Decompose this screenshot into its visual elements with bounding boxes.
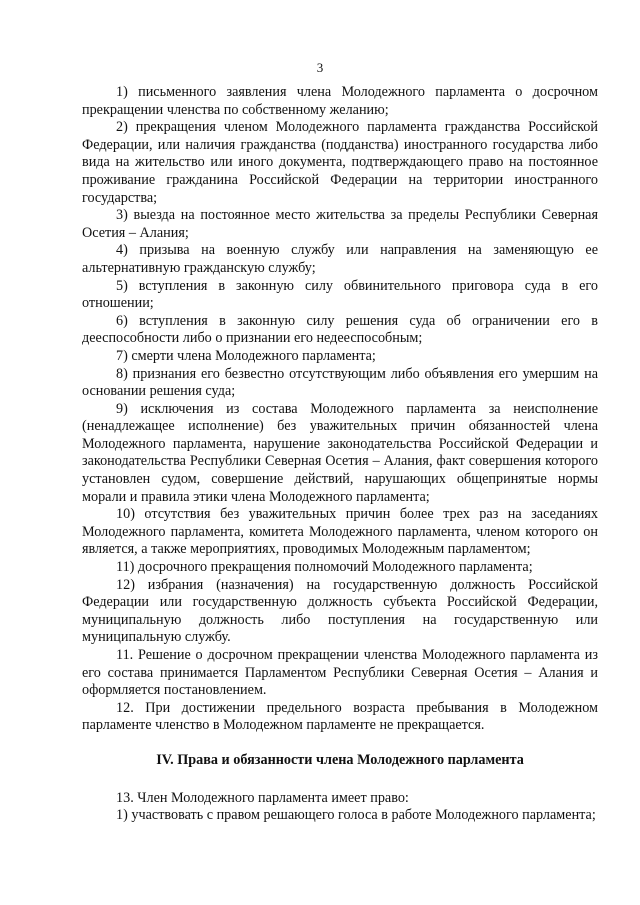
section-heading: IV. Права и обязанности члена Молодежного парламента — [156, 751, 524, 768]
list-item: 7) смерти члена Молодежного парламента; — [116, 347, 376, 364]
document-body — [82, 84, 598, 825]
list-item: 1) участвовать с правом решающего голоса в работе Молодежного парламента; — [116, 807, 596, 824]
clause-paragraph: 12. При достижении предельного возраста пребывания в Молодежном парламенте членство в Молодежном парламенте не прекращается. — [82, 699, 598, 734]
list-item: 10) отсутствия без уважительных причин более трех раз на заседаниях Молодежного парламента, комитета Молодежного парламента, членом которого он является, а также мероприятиях, проводимых Молодежным парламентом; — [82, 506, 598, 558]
list-item: 3) выезда на постоянное место жительства за пределы Республики Северная Осетия – Алания; — [82, 207, 598, 241]
page-number: 3 — [316, 60, 324, 75]
clause-paragraph: 13. Член Молодежного парламента имеет право: — [116, 789, 409, 806]
list-item: 9) исключения из состава Молодежного парламента за неисполнение (ненадлежащее исполнение) без уважительных причин обязанностей члена Молодежного парламента, нарушение законодательства Российской Федерации и законодательства Республики Северная Осетия – Алания, факт совершения которого установлен судом, совершение действий, нарушающих общепринятые нормы морали и правила этики члена Молодежного парламента; — [82, 400, 598, 505]
clause-paragraph: 11. Решение о досрочном прекращении членства Молодежного парламента из его состава принимается Парламентом Республики Северная Осетия – Алания и оформляется постановлением. — [82, 647, 598, 699]
list-item: 1) письменного заявления члена Молодежного парламента о досрочном прекращении членства по собственному желанию; — [82, 84, 598, 118]
list-item: 5) вступления в законную силу обвинительного приговора суда в его отношении; — [82, 277, 598, 312]
list-item: 8) признания его безвестно отсутствующим либо объявления его умершим на основании решения суда; — [82, 365, 598, 400]
list-item: 2) прекращения членом Молодежного парламента гражданства Российской Федерации, или наличия гражданства (подданства) иностранного государства либо вида на жительство или иного документа, подтверждающего право на постоянное проживание гражданина Российской Федерации на территории иностранного государства; — [82, 119, 598, 206]
list-item: 6) вступления в законную силу решения суда об ограничении его в дееспособности либо о признании его недееспособным; — [82, 312, 598, 347]
list-item: 12) избрания (назначения) на государственную должность Российской Федерации или государственную должность субъекта Российской Федерации, муниципальную должность либо поступления на государственную или муниципальную службу. — [82, 576, 598, 646]
list-item: 4) призыва на военную службу или направления на заменяющую ее альтернативную гражданскую службу; — [82, 242, 598, 276]
list-item: 11) досрочного прекращения полномочий Молодежного парламента; — [116, 559, 533, 576]
